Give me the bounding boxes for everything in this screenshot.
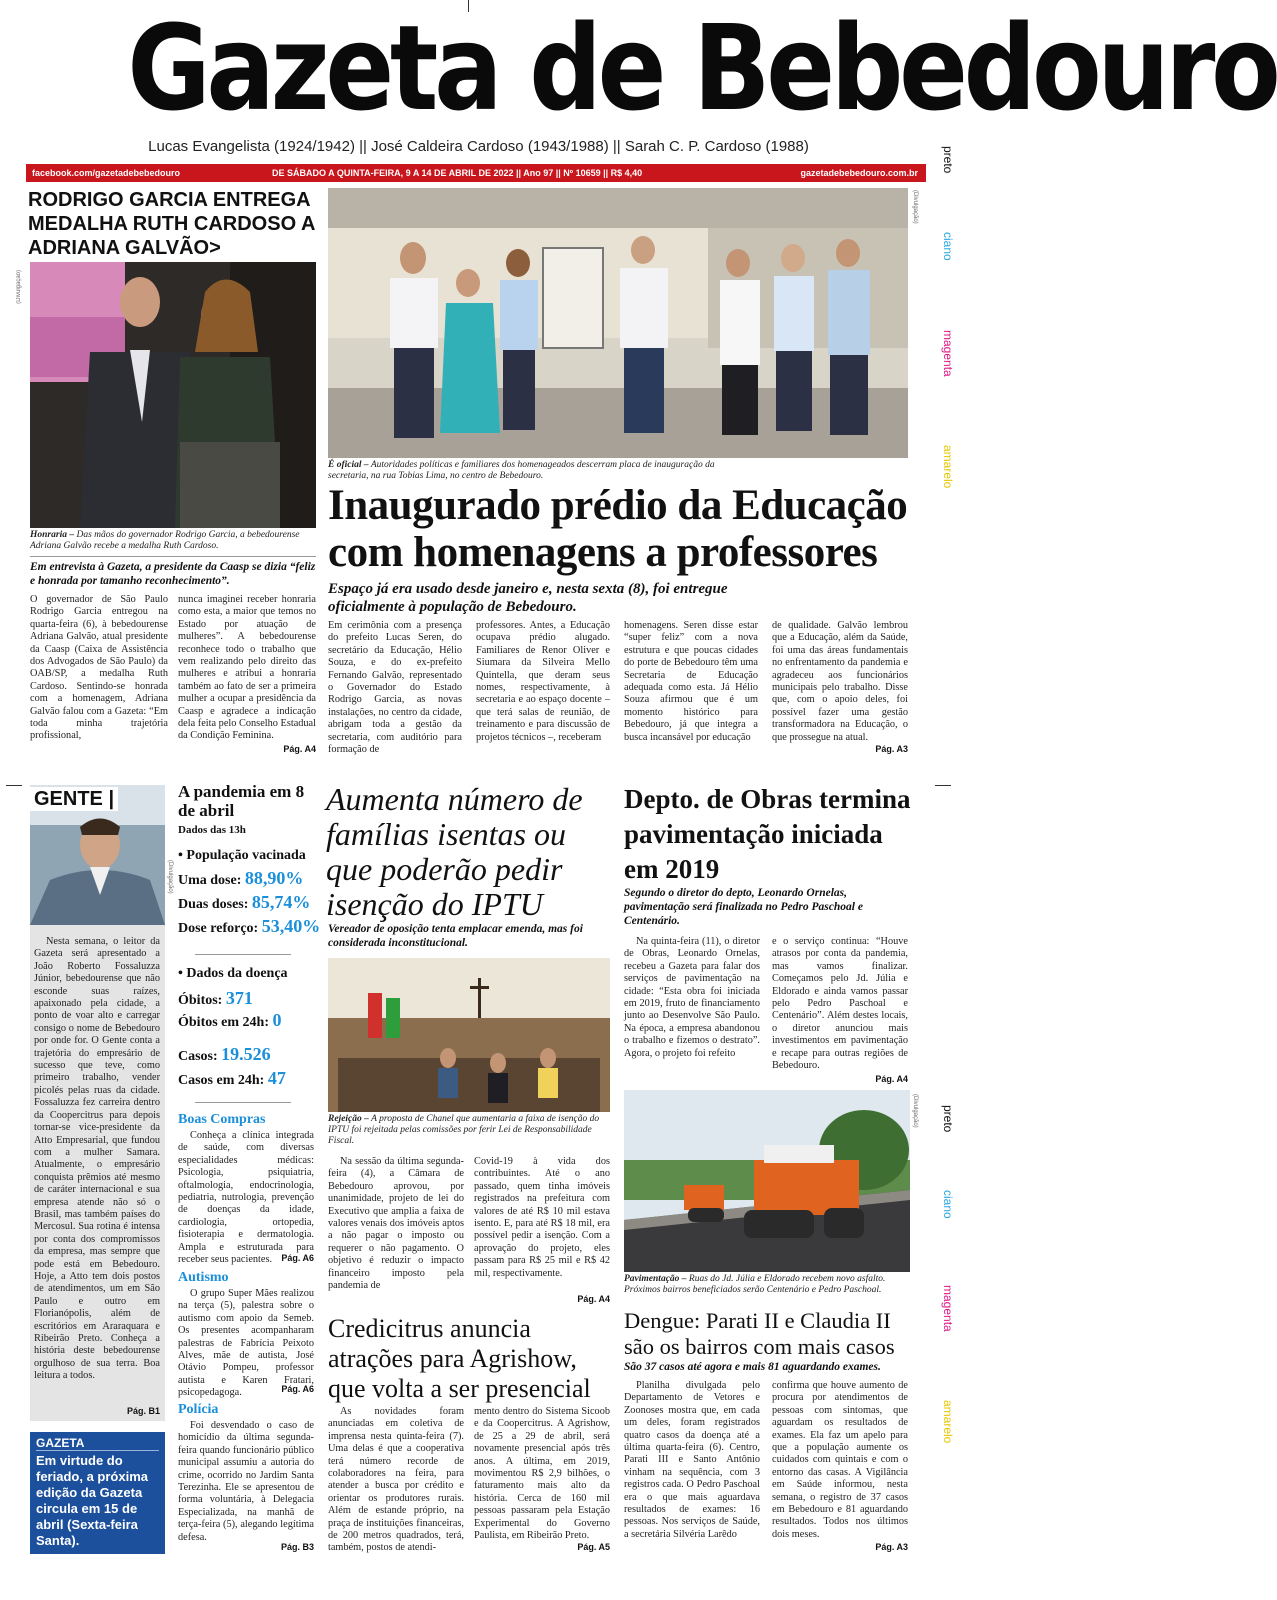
- boas-compras-page-ref[interactable]: Pág. A6: [281, 1253, 314, 1263]
- policia-page-ref[interactable]: Pág. B3: [280, 1542, 314, 1552]
- iptu-col2: Covid-19 à vida dos contribuintes. Até o ano passado, quem tinha imóveis registrados na prefeitura com valores de até R$ 10 mil estava isento. E, para até R$ 18 mil, era possível pedir a isenção. Com a aprovação do projeto, eles passam para R$ 25 mil e R$ 42 mil, respectivamente.: [474, 1156, 610, 1279]
- masthead-founders: Lucas Evangelista (1924/1942) || José Caldeira Cardoso (1943/1988) || Sarah C. P. Cardoso (1988): [148, 138, 809, 155]
- obras-col1: Na quinta-feira (11), o diretor de Obras, Leonardo Ornelas, recebeu a Gazeta para falar dos serviços de pavimentação na cidade: “Esta obra foi iniciada em 2019, fruto de financiamento junto ao Desenvolve São Paulo. Na época, a empresa abandonou o trabalho e fizemos o destrato”. Agora, o projeto foi refeito: [624, 936, 760, 1059]
- obras-caption: [624, 1274, 912, 1296]
- obras-col2: e o serviço continua: “Houve atrasos por conta da pandemia, mas vamos finalizar. Começamos pelo Jd. Júlia e Eldorado e ainda vamos passar pelo Pedro Paschoal e Centenário”. Além destes locais, o diretor anunciou mais investimentos em pavimentação e recape para outras regiões de Bebedouro.: [772, 936, 908, 1072]
- educacao-photo-credit: (Divulgação): [912, 190, 918, 224]
- stat-obitos: [178, 988, 253, 1009]
- autismo-text: O grupo Super Mães realizou na terça (5), palestra sobre o autismo com apoio da Semeb. Os presentes acompanharam palestras de Fabrícia Peixoto Alves, mãe de autista, José Otávio Pompeu, professor autista e Karen Fratari, psicopedagoga.: [178, 1288, 314, 1399]
- pandemia-rule-2: [195, 1102, 291, 1103]
- cmyk-magenta-top: magenta: [941, 330, 955, 377]
- obras-caption-text: Ruas do Jd. Júlia e Eldorado recebem novo asfalto. Próximos bairros beneficiados serão Centenário e Pedro Paschoal.: [624, 1274, 886, 1295]
- cmyk-ciano-top: ciano: [941, 232, 955, 261]
- stat-casos-24h-value: 47: [267, 1068, 286, 1088]
- stat-casos-24h: [178, 1068, 286, 1089]
- iptu-photo: [328, 958, 610, 1112]
- iptu-headline: Aumenta número de famílias isentas ou que poderão pedir isenção do IPTU: [326, 781, 583, 922]
- obras-caption-label: Pavimentação –: [624, 1274, 687, 1284]
- stat-uma-dose: [178, 868, 303, 889]
- website-link[interactable]: gazetadebebedouro.com.br: [800, 168, 918, 178]
- autismo-page-ref[interactable]: Pág. A6: [281, 1384, 314, 1394]
- educacao-page-ref[interactable]: Pág. A3: [875, 744, 908, 754]
- garcia-photo: [30, 262, 316, 528]
- stat-obitos-label: Óbitos:: [178, 993, 223, 1008]
- notice-title: GAZETA: [36, 1436, 159, 1451]
- masthead-title: Gazeta de Bebedouro: [127, 0, 1277, 137]
- credicitrus-col2: mento dentro do Sistema Sicoob e da Coopercitrus. A Agrishow, de 25 a 29 de abril, será novamente presencial após três anos. A última, em 2019, movimentou R$ 2,9 bilhões, o faturamento mais alto da história. Cerca de 160 mil pessoas passaram pela Estação Experimental do Governo Paulista, em Ribeirão Preto.: [474, 1406, 610, 1542]
- educacao-headline: Inaugurado prédio da Educação com homenagens a professores: [328, 482, 908, 576]
- gente-text: Nesta semana, o leitor da Gazeta será apresentado a João Roberto Fossaluzza Júnior, bebedourense que não esconde suas raízes, apaixonado pela cidade, a ponto de voar alto e carregar consigo o nome de Bebedouro por onde for. O Gente conta a trajetória do empresário de sucesso que teve, como primeiro trabalho, vender picolés pelas ruas da cidade. Fossaluzza fez carreira dentro da Coopercitrus para depois tornar-se vice-presidente da Atto Empresarial, que fundou com a mulher Samara. Atualmente, o empresário conquista prêmios até mesmo de caráter internacional e sua empresa atende não só o Brasil, mas também países do Mercosul. Sua rotina é intensa por conta dos compromissos da empresa, mas sempre que pode está em Bebedouro. Hoje, a Atto tem dois postos de atendimentos, um em São Paulo e outro em Florianópolis, além de escritórios em Araraquara e Ribeirão Preto. Conheça a história deste bebedourense orgulhoso de sua terra. Boa leitura a todos.: [34, 936, 160, 1382]
- stat-duas-doses-label: Duas doses:: [178, 897, 249, 912]
- cmyk-magenta-bottom: magenta: [941, 1285, 955, 1332]
- stat-reforco-label: Dose reforço:: [178, 921, 259, 936]
- iptu-deck: Vereador de oposição tenta emplacar emenda, mas foi considerada inconstitucional.: [328, 923, 583, 949]
- pandemia-rule-1: [195, 954, 291, 955]
- stat-uma-dose-label: Uma dose:: [178, 873, 242, 888]
- garcia-photo-credit: (Divulgação): [16, 270, 22, 304]
- stat-casos-24h-label: Casos em 24h:: [178, 1073, 265, 1088]
- cmyk-ciano-bottom: ciano: [941, 1190, 955, 1219]
- iptu-caption-label: Rejeição –: [328, 1114, 369, 1124]
- dengue-col2: confirma que houve aumento de procura por atendimentos de pessoas com sintomas, que aguardam os resultados de exames. Ela faz um apelo para que a população aumente os cuidados com quintais e com o entorno das casas. A Vigilância em Saúde informou, nesta semana, o registro de 37 casos em Bebedouro e 81 aguardando resultados. Todos nos últimos dois meses.: [772, 1380, 908, 1540]
- garcia-rule: [30, 556, 316, 557]
- educacao-caption-text: Autoridades políticas e familiares dos homenageados descerram placa de inauguração da secretaria, na rua Tobias Lima, no centro de Bebedouro.: [328, 460, 715, 481]
- garcia-photo-illustration: [30, 262, 316, 528]
- garcia-caption-label: Honraria –: [30, 530, 75, 540]
- dengue-page-ref[interactable]: Pág. A3: [875, 1542, 908, 1552]
- garcia-headline: RODRIGO GARCIA ENTREGA MEDALHA RUTH CARDOSO A ADRIANA GALVÃO>: [28, 189, 315, 259]
- dengue-deck: São 37 casos até agora e mais 81 aguardando exames.: [624, 1361, 881, 1373]
- gente-title: GENTE |: [30, 787, 118, 811]
- educacao-photo: [328, 188, 908, 458]
- cmyk-preto-bottom: preto: [941, 1105, 955, 1133]
- iptu-caption-text: A proposta de Chanel que aumentaria a faixa de isenção do IPTU foi rejeitada pelas comissões por ferir Lei de Responsabilidade Fiscal.: [328, 1114, 600, 1146]
- educacao-col3: homenagens. Seren disse estar “super feliz” com a nova estrutura e que poucas cidades do porte de Bebedouro têm uma Secretaria de Educação adequada como esta. Já Hélio Souza afirmou que é um momento histórico para Bebedouro, já que integra a busca incansável por educação: [624, 620, 758, 743]
- stat-obitos-24h-label: Óbitos em 24h:: [178, 1015, 269, 1030]
- pandemia-time: Dados das 13h: [178, 824, 246, 836]
- boas-compras-title: Boas Compras: [178, 1112, 266, 1127]
- obras-photo-illustration: [624, 1090, 910, 1272]
- garcia-col2: nunca imaginei receber honraria como esta, a maior que temos no Estado por atuação de mulheres”. A bebedourense reconhece todo o trabalho que vem realizando pelo direito das mulheres e atribui a honraria também ao fato de ser a primeira mulher a ocupar a presidência da Caasp e agradece a indicação dela feita pelo Conselho Estadual da Condição Feminina.: [178, 594, 316, 742]
- stat-duas-doses: [178, 892, 310, 913]
- dengue-col1: Planilha divulgada pelo Departamento de Vetores e Zoonoses mostra que, em cada um deles, foram registrados quatro casos da doença até a última quarta-feira (6). Centro, Parati III e Santo Antônio vinham na sequência, com 3 registros cada. O Pedro Paschoal era o que mais aguardava resultados de exames: 16 pessoas. Nos serviços de Saúde, a secretária Silvéria Larêdo: [624, 1380, 760, 1540]
- stat-reforco-value: 53,40%: [261, 916, 321, 936]
- gente-photo-credit: (Divulgação): [167, 860, 173, 894]
- gente-page-ref[interactable]: Pág. B1: [126, 1406, 160, 1416]
- autismo-title: Autismo: [178, 1270, 229, 1285]
- doenca-title: • Dados da doença: [178, 966, 288, 981]
- garcia-caption-text: Das mãos do governador Rodrigo Garcia, a bebedourense Adriana Galvão recebe a medalha Ruth Cardoso.: [30, 530, 300, 551]
- credicitrus-page-ref[interactable]: Pág. A5: [577, 1542, 610, 1552]
- educacao-col2: professores. Antes, a Educação ocupava prédio alugado. Familiares de Renor Oliver e Siumara da Silveira Mello Quintella, que deram seus nomes, respectivamente, à secretaria e ao espaço docente – que terá salas de reunião, de treinamento e para discussão de projetos técnicos –, receberam: [476, 620, 610, 743]
- stat-obitos-24h: [178, 1010, 282, 1031]
- registration-mark-left: [6, 785, 22, 786]
- educacao-caption-label: É oficial –: [328, 460, 369, 470]
- stat-obitos-value: 371: [225, 988, 253, 1008]
- obras-photo-credit: (Divulgação): [912, 1094, 918, 1128]
- garcia-page-ref[interactable]: Pág. A4: [283, 744, 316, 754]
- stat-reforco: [178, 916, 320, 937]
- facebook-link[interactable]: facebook.com/gazetadebebedouro: [32, 168, 181, 178]
- educacao-photo-illustration: [328, 188, 908, 458]
- stat-casos-value: 19.526: [221, 1044, 271, 1064]
- garcia-deck: Em entrevista à Gazeta, a presidente da Caasp se dizia “feliz e honrada por tamanho reconhecimento”.: [30, 561, 316, 587]
- stat-obitos-24h-value: 0: [272, 1010, 282, 1030]
- stat-uma-dose-value: 88,90%: [244, 868, 304, 888]
- garcia-caption: [30, 530, 316, 552]
- registration-mark-right: [935, 785, 951, 786]
- iptu-caption: [328, 1114, 604, 1147]
- boas-compras-text: Conheça a clínica integrada de saúde, com diversas especialidades médicas: Psicologia, psiquiatria, oftalmologia, endocrinologia, pediatria, nutrologia, prevenção de doenças da idade, cardiologia, ortopedia, fisioterapia e dermatologia. Ampla e estruturada para receber seus pacientes.: [178, 1130, 314, 1266]
- stat-casos: [178, 1044, 271, 1065]
- obras-headline: Depto. de Obras termina pavimentação iniciada em 2019: [624, 784, 911, 884]
- credicitrus-headline: Credicitrus anuncia atrações para Agrishow, que volta a ser presencial: [328, 1314, 591, 1403]
- notice-box: [30, 1432, 165, 1554]
- dengue-headline: Dengue: Parati II e Claudia II são os bairros com mais casos: [624, 1308, 895, 1359]
- cmyk-amarelo-bottom: amarelo: [941, 1400, 955, 1444]
- stat-casos-label: Casos:: [178, 1049, 218, 1064]
- educacao-col4: de qualidade. Galvão lembrou que a Educação, além da Saúde, foi uma das áreas fundamentais no enfrentamento da pandemia e agradeceu aos funcionários municipais pelo trabalho. Disse que, com o apoio deles, foi possível fazer uma gestão transformadora na Educação, o que prossegue na atual.: [772, 620, 908, 743]
- stat-duas-doses-value: 85,74%: [251, 892, 311, 912]
- edition-info: DE SÁBADO A QUINTA-FEIRA, 9 A 14 DE ABRIL DE 2022 || Ano 97 || Nº 10659 || R$ 4,40: [272, 168, 643, 178]
- obras-page-ref[interactable]: Pág. A4: [875, 1074, 908, 1084]
- info-bar: [26, 164, 926, 182]
- iptu-col1: Na sessão da última segunda-feira (4), a Câmara de Bebedouro aprovou, por unanimidade, projeto de lei do Executivo que amplia a faixa de valores venais dos imóveis aptos a não pagar o imposto ou requerer o não pagamento. O objetivo é reduzir o impacto financeiro imposto pela pandemia de: [328, 1156, 464, 1292]
- obras-photo: [624, 1090, 910, 1272]
- educacao-deck: Espaço já era usado desde janeiro e, nesta sexta (8), foi entregue oficialmente à população de Bebedouro.: [328, 581, 728, 615]
- notice-text: Em virtude do feriado, a próxima edição da Gazeta circula em 15 de abril (Sexta-feira Santa).: [36, 1453, 148, 1548]
- iptu-photo-illustration: [328, 958, 610, 1112]
- garcia-col1: O governador de São Paulo Rodrigo Garcia entregou na quarta-feira (6), à bebedourense Adriana Galvão, atual presidente da Caasp (Caixa de Assistência dos Advogados de São Paulo) da OAB/SP, a medalha Ruth Cardoso. Sentindo-se honrada com a homenagem, Adriana Galvão falou com a Gazeta: “Em toda minha trajetória profissional,: [30, 594, 168, 742]
- policia-title: Polícia: [178, 1402, 219, 1417]
- cmyk-preto-top: preto: [941, 146, 955, 174]
- pandemia-title: A pandemia em 8 de abril: [178, 782, 305, 820]
- policia-text: Foi desvendado o caso de homicídio da última segunda-feira quando funcionário público municipal assumiu a autoria do crime, ocorrido no Jardim Santa Terezinha. Ele se apresentou de forma voluntária, à Delegacia Especializada, na manhã de terça-feira (5), alegando legítima defesa.: [178, 1420, 314, 1543]
- cmyk-amarelo-top: amarelo: [941, 445, 955, 489]
- obras-deck: Segundo o diretor do depto, Leonardo Ornelas, pavimentação será finalizada no Pedro Paschoal e Centenário.: [624, 887, 863, 927]
- iptu-page-ref[interactable]: Pág. A4: [577, 1294, 610, 1304]
- credicitrus-col1: As novidades foram anunciadas em coletiva de imprensa nesta quinta-feira (7). Uma delas é que a cooperativa terá número recorde de colaboradores na feira, para atender a busca por crédito e orientar os produtores rurais. Além de estande próprio, na praça de instituições financeiras, de 200 metros quadrados, terá, também, postos de atendi-: [328, 1406, 464, 1554]
- educacao-caption: [328, 460, 718, 482]
- educacao-col1: Em cerimônia com a presença do prefeito Lucas Seren, do secretário da Educação, Hélio Souza, e do ex-prefeito Fernando Galvão, representado o Governador do Estado Rodrigo Garcia, as novas instalações, no centro da cidade, abrigam toda a gestão da secretaria, com auditório para formação de: [328, 620, 462, 756]
- vacinada-title: • População vacinada: [178, 848, 306, 863]
